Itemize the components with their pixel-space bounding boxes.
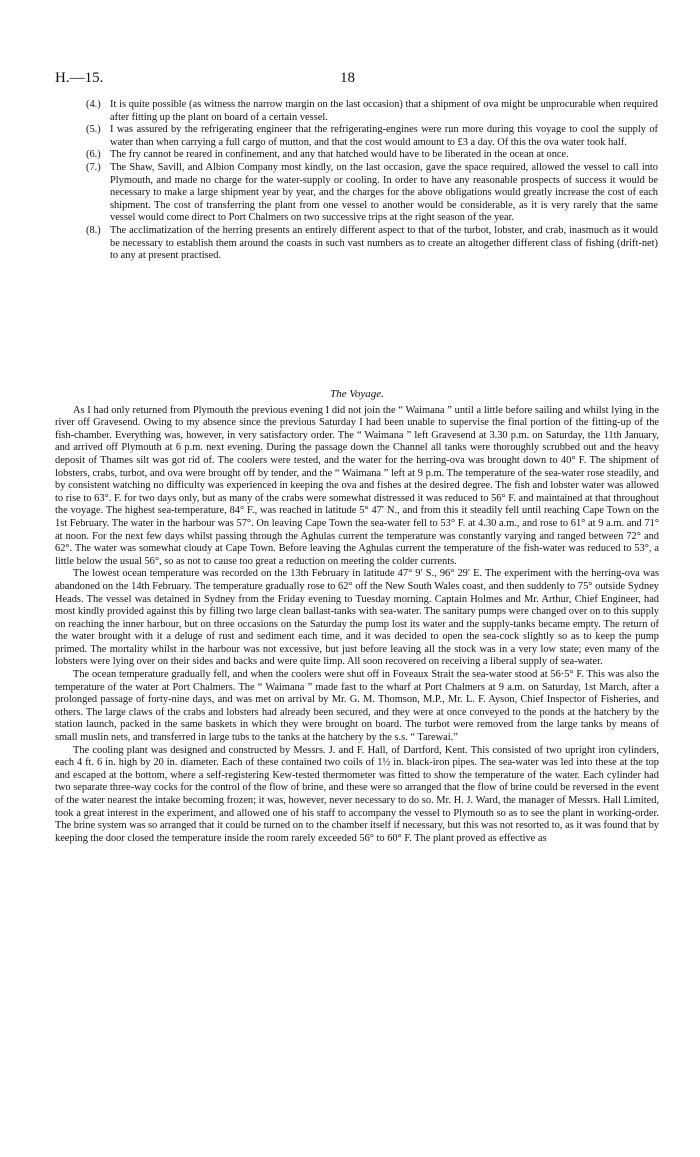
list-item-text: I was assured by the refrigerating engineer that the refrigerating-engines were run more during this voyage to cool the supply of water than when carrying a full cargo of mutton, and that the cost would amount to £3 a day. Of this the ova water took half.: [110, 124, 658, 148]
paragraph: The ocean temperature gradually fell, and when the coolers were shut off in Foveaux Strait the sea-water stood at 56·5° F. This was also the temperature of the water at Port Chalmers. The “ Waimana ” made fast to the wharf at Port Chalmers at 9 a.m. on Saturday, 1st March, after a prolonged passage of forty-nine days, and was met on arrival by Mr. G. M. Thomson, M.P., Mr. L. F. Ayson, Chief Inspector of Fisheries, and others. The large claws of the crabs and lobsters had already been secured, and they were at once conveyed to the ponds at the hatchery by the station launch, packed in the same baskets in which they were brought on board. The turbot were removed from the large tanks by means of small muslin nets, and transferred in large tubs to the tanks at the hatchery by the s.s. “ Tarewai.”: [55, 669, 659, 744]
report-reference: H.—15.: [55, 70, 104, 86]
list-item-text: The acclimatization of the herring presents an entirely different aspect to that of the turbot, lobster, and crab, inasmuch as it would be necessary to establish them around the coasts in such vast numbers as to create an altogether different class of fishing (drift-net) to any at present practised.: [110, 224, 658, 262]
list-item-number: (6.): [86, 149, 101, 161]
section-title: The Voyage.: [330, 388, 384, 400]
list-item: [86, 149, 658, 162]
list-item-text: The fry cannot be reared in confinement, and any that hatched would have to be liberated in the ocean at once.: [110, 149, 569, 161]
page-number: 18: [340, 70, 355, 86]
list-item: [86, 224, 658, 263]
page-header: [55, 70, 655, 90]
paragraph: The lowest ocean temperature was recorded on the 13th February in latitude 47° 9′ S., 96° 29′ E. The experiment with the herring-ova was abandoned on the 14th February. The temperature gradually rose to 62° off the New South Wales coast, and then suddenly to 75° outside Sydney Heads. The vessel was detained in Sydney from the Friday evening to Tuesday morning. Captain Holmes and Mr. Arthur, Chief Engineer, had most kindly provided against this by filling two large clean ballast-tanks with sea-water. The sanitary pumps were changed over on to this supply on reaching the inner harbour, but on three occasions on the Saturday the pump lost its water and the supply-tanks became empty. The return of the water brought with it a deluge of rust and sediment each time, and it was decided to open the sea-cock slightly so as to keep the pump primed. The mortality whilst in the harbour was not excessive, but just before leaving all the stock was in a very low state; even many of the lobsters were lying over on their sides and backs and were quite limp. All soon recovered on receiving a liberal supply of sea-water.: [55, 568, 659, 668]
list-item-number: (5.): [86, 124, 101, 136]
paragraph: The cooling plant was designed and constructed by Messrs. J. and F. Hall, of Dartford, Kent. This consisted of two upright iron cylinders, each 4 ft. 6 in. high by 20 in. diameter. Each of these contained two coils of 1½ in. black-iron pipes. The sea-water was led into these at the top and escaped at the bottom, where a self-registering Kew-tested thermometer was fitted to show the temperature of the water. Each cylinder had two separate three-way cocks for the control of the flow of brine, and these were so arranged that the flow of brine could be reversed in the event of the water nearest the intake becoming frozen; it was, however, never necessary to do so. Mr. H. J. Ward, the manager of Messrs. Hall Limited, took a great interest in the experiment, and allowed one of his staff to accompany the vessel to Plymouth so as to see the plant in working-order. The brine system was so arranged that it could be turned on to the chamber itself if necessary, but this was not resorted to, as it was found that by keeping the door closed the temperature inside the room rarely exceeded 56° to 60° F. The plant proved as effective as: [55, 744, 659, 844]
paragraph: As I had only returned from Plymouth the previous evening I did not join the “ Waimana ” until a little before sailing and whilst lying in the river off Gravesend. Owing to my absence since the previous Saturday I had been unable to supervise the final portion of the fitting-up of the fish-chamber. Everything was, however, in very satisfactory order. The “ Waimana ” left Gravesend at 3.30 p.m. on Saturday, the 11th January, and arrived off Plymouth at 6 p.m. next evening. During the passage down the Channel all tanks were thoroughly scrubbed out and the heavy deposit of Thames silt was got rid of. The coolers were tested, and the water for the herring-ova was brought down to 40° F. The shipment of lobsters, crabs, turbot, and ova were brought off by tender, and the “ Waimana ” left at 9 p.m. The temperature of the sea-water rose steadily, and by consistent watching no difficulty was experienced in keeping the ova and fishes at the desired degree. The fish and lobster water was allowed to rise to 63°. F. for two days only, but as many of the crabs were somewhat distressed it was reduced to 56° F. and maintained at that throughout the voyage. The highest sea-temperature, 84° F., was reached in latitude 5° 47′ N., and from this it steadily fell until reaching Cape Town on the 1st February. The water in the harbour was 57°. On leaving Cape Town the sea-water fell to 53° F. at 4.30 a.m., and rose to 61° at 9 a.m. and 71° at noon. For the next few days whilst passing through the Aghulas current the temperature was constantly varying and ranged between 72° and 62°. The water was somewhat cloudy at Cape Town. Before leaving the Aghulas current the temperature of the fish-water was reduced to 53°, a little below the usual 56°, so as not to cause too great a reduction on meeting the colder currents.: [55, 404, 659, 567]
body-text: [55, 388, 659, 845]
list-item-text: It is quite possible (as witness the narrow margin on the last occasion) that a shipment of ova might be unprocurable when required after fitting up the plant on board of a certain vessel.: [110, 99, 658, 123]
list-item-text: The Shaw, Savill, and Albion Company most kindly, on the last occasion, gave the space required, allowed the vessel to call into Plymouth, and made no charge for the water-supply or cooling. In order to have any reasonable prospects of success it would be necessary to make a large shipment year by year, and the charges for the above obligations would greatly increase the cost of each shipment. The cost of transferring the plant from one vessel to another would be considerable, as it is very rarely that the same vessel would come direct to Port Chalmers on two successive trips at the right season of the year.: [110, 161, 658, 224]
list-item: [86, 124, 658, 149]
list-item-number: (8.): [86, 224, 101, 236]
list-item: [86, 99, 658, 124]
list-item-number: (7.): [86, 161, 101, 173]
list-item-number: (4.): [86, 99, 101, 110]
numbered-list: [86, 99, 658, 263]
list-item: [86, 161, 658, 225]
